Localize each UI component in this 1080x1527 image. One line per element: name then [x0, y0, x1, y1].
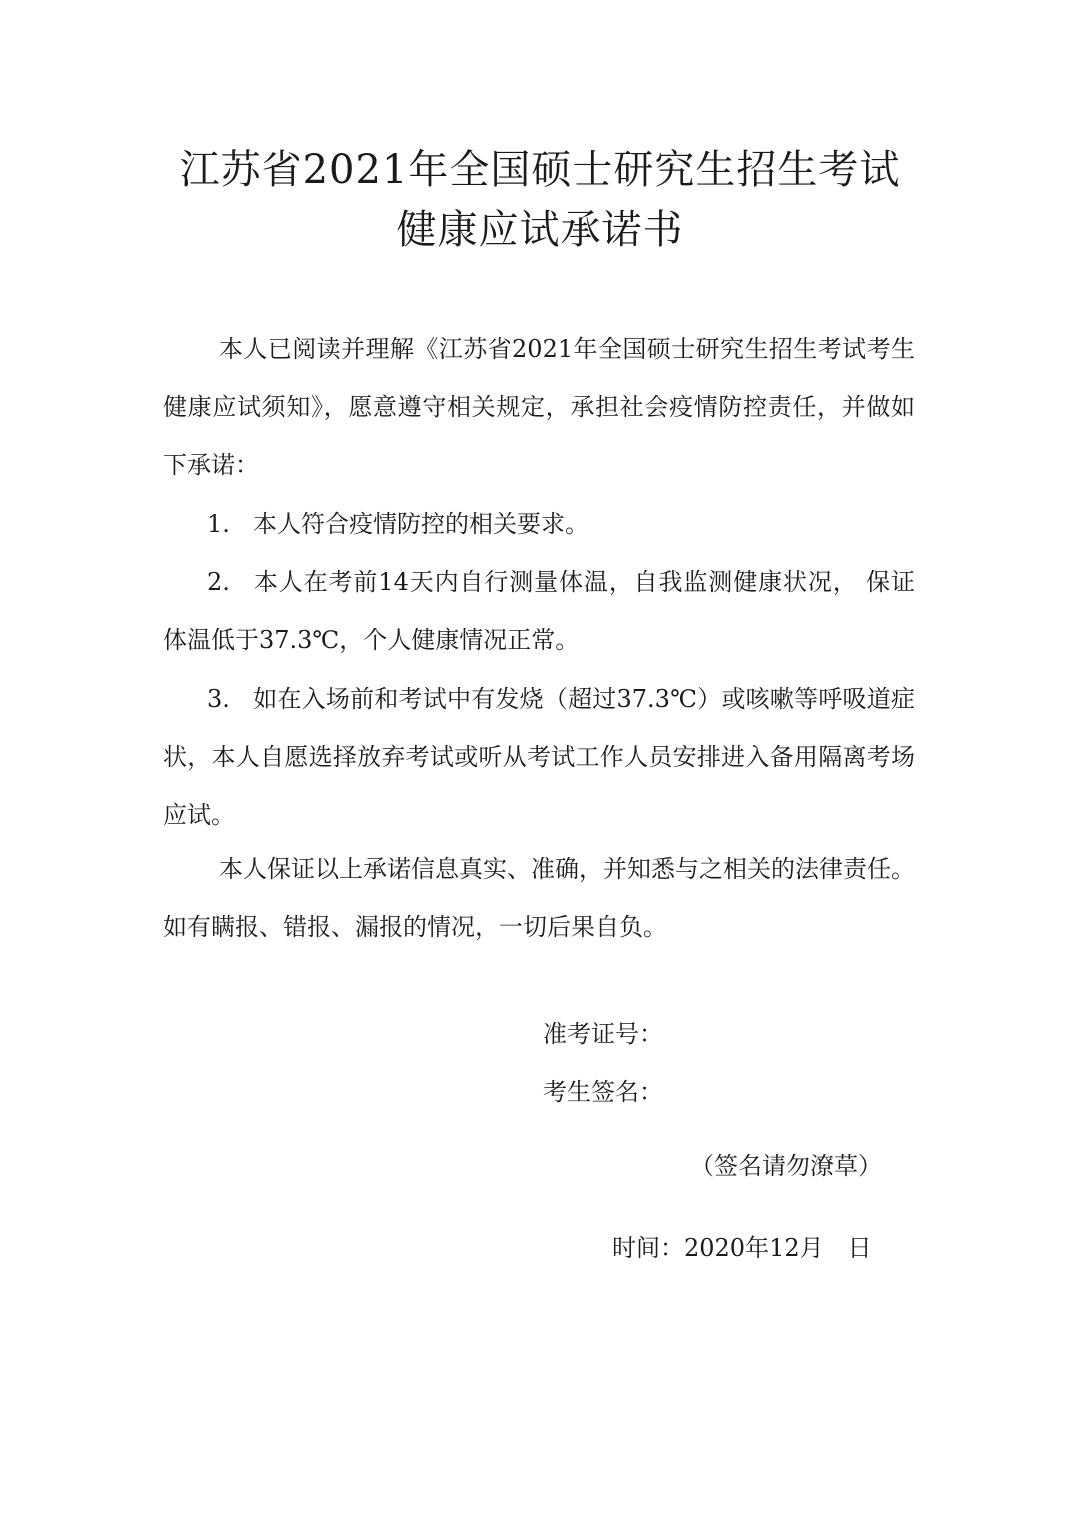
- commitment-item-text: 本人在考前14天内自行测量体温，自我监测健康状况， 保证体温低于37.3℃，个人健康情况正常。: [163, 568, 915, 654]
- commitment-item-3: [163, 670, 915, 844]
- signature-note: （签名请勿潦草）: [690, 1152, 882, 1180]
- document-title-line1: 江苏省2021年全国硕士研究生招生考试: [179, 147, 901, 193]
- commitment-item-number: 2.: [207, 568, 230, 596]
- commitment-item-text: 如在入场前和考试中有发烧（超过37.3℃）或咳嗽等呼吸道症状，本人自愿选择放弃考试或听从考试工作人员安排进入备用隔离考场应试。: [163, 685, 915, 829]
- commitment-item-1: [163, 495, 915, 553]
- commitment-item-text: 本人符合疫情防控的相关要求。: [253, 510, 589, 538]
- commitment-item-2: [163, 553, 915, 669]
- document-title-line2: 健康应试承诺书: [396, 207, 684, 253]
- commitment-item-number: 1.: [207, 510, 230, 538]
- guarantee-paragraph: 本人保证以上承诺信息真实、准确，并知悉与之相关的法律责任。如有瞒报、错报、漏报的情况，一切后果自负。: [163, 855, 915, 941]
- ticket-number-label: 准考证号：: [543, 1020, 663, 1048]
- commitment-item-number: 3.: [207, 685, 230, 713]
- signature-label: 考生签名：: [543, 1078, 663, 1106]
- intro-paragraph: 本人已阅读并理解《江苏省2021年全国硕士研究生招生考试考生健康应试须知》，愿意遵守相关规定，承担社会疫情防控责任，并做如下承诺：: [163, 335, 915, 479]
- date-line: 时间：2020年12月 日: [612, 1234, 872, 1262]
